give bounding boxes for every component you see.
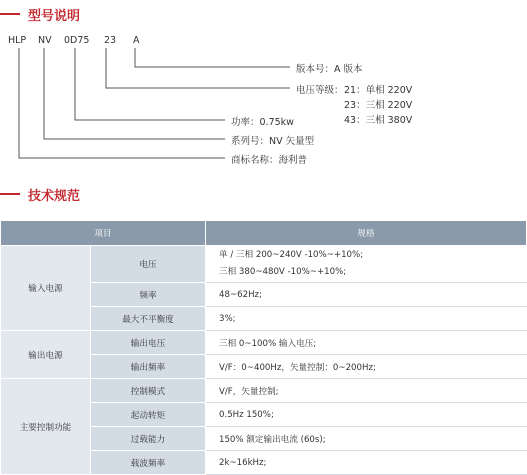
legend-brand: 商标名称：海利普: [231, 155, 308, 166]
item-cell: 输出电压: [91, 331, 206, 355]
table-row: [1, 379, 527, 403]
item-cell: 载波频率: [91, 451, 206, 475]
legend-line-version: [135, 48, 290, 67]
code-part-version: A: [133, 35, 140, 46]
item-cell: 过载能力: [91, 427, 206, 451]
group-cell: 主要控制功能: [1, 379, 91, 475]
value-cell: 150% 额定输出电流 (60s);: [206, 427, 527, 451]
legend-version: 版本号：A 版本: [296, 64, 363, 75]
code-part-voltage: 23: [104, 35, 117, 46]
legend-series: 系列号：NV 矢量型: [231, 136, 315, 147]
spec-section-title: [0, 184, 80, 204]
legend-voltage-line-1: 21：单相 220V: [344, 85, 413, 96]
legend-line-voltage: [106, 48, 290, 88]
value-line: 单 / 三相 200~240V -10%~+10%;: [219, 250, 364, 260]
value-cell: 48~62Hz;: [206, 283, 527, 307]
legend-voltage-line-3: 43：三相 380V: [344, 115, 413, 126]
legend-voltage-line-2: 23：三相 220V: [344, 100, 413, 111]
legend-line-brand: [19, 48, 225, 158]
group-cell: 输入电源: [1, 246, 91, 331]
title-dash: [0, 193, 20, 195]
code-part-brand: HLP: [8, 35, 27, 46]
value-cell: 2k~16kHz;: [206, 451, 527, 475]
item-cell: 输出频率: [91, 355, 206, 379]
value-cell: 三相 0~100% 输入电压;: [206, 331, 527, 355]
value-line: 三相 380~480V -10%~+10%;: [219, 267, 347, 277]
spec-title-text: 技术规范: [28, 188, 81, 204]
item-cell: 起动转矩: [91, 403, 206, 427]
group-cell: 输出电源: [1, 331, 91, 379]
code-part-series: NV: [38, 35, 52, 46]
item-cell: 频率: [91, 283, 206, 307]
spec-table: [0, 220, 527, 475]
header-item: 项目: [1, 221, 206, 246]
code-part-power: 0D75: [64, 35, 90, 46]
legend-power: 功率：0.75kw: [231, 117, 294, 128]
spec-table-header: [1, 221, 527, 246]
table-row: [1, 246, 527, 283]
value-cell: 3%;: [206, 307, 527, 331]
item-cell: 电压: [91, 246, 206, 283]
value-cell: V/F：0~400Hz，矢量控制：0~200Hz;: [206, 355, 527, 379]
model-title-text: 型号说明: [28, 8, 81, 24]
legend-voltage-label: 电压等级：: [296, 85, 344, 96]
item-cell: 控制模式: [91, 379, 206, 403]
header-spec: 规格: [206, 221, 527, 246]
model-legend-lines: [0, 0, 527, 175]
value-cell: [206, 246, 527, 283]
legend-line-power: [75, 48, 225, 120]
value-cell: V/F，矢量控制;: [206, 379, 527, 403]
value-cell: 0.5Hz 150%;: [206, 403, 527, 427]
item-cell: 最大不平衡度: [91, 307, 206, 331]
table-row: [1, 331, 527, 355]
